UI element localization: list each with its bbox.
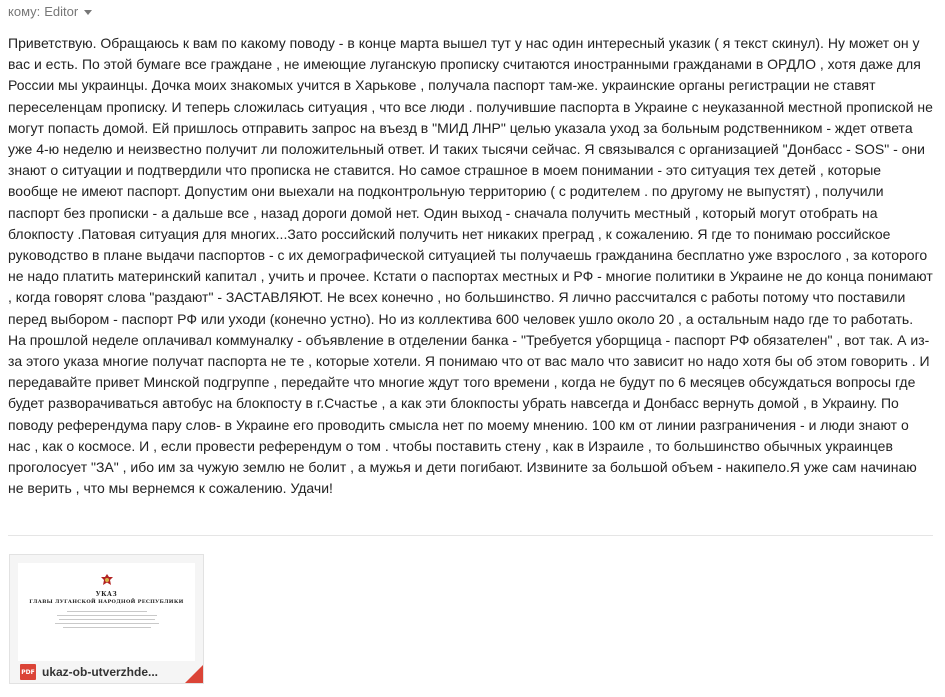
message-body: Приветствую. Обращаюсь к вам по какому поводу - в конце марта вышел тут у нас один интересный указик ( я текст скинул). Ну может он у вас и есть. По этой бумаге все граждане , не имеющие луганскую прописку считаются иностранными гражданами в ОРДЛО , хотя даже для России мы украинцы. Дочка моих знакомых учится в Харькове , получала паспорт там-же. украинские органы регистрации не ставят переселенцам прописку. И теперь сложилась ситуация , что все люди . получившие паспорта в Украине с неуказанной местной пропиской не могут попасть домой. Ей пришлось отправить запрос на въезд в "МИД ЛНР" целью указала уход за больным родственником - ждет ответа уже 4-ю неделю и неизвестно получит ли положительный ответ. И таких тысячи сейчас. Я связывался с организацией "Донбасс - SOS" - они знают о ситуации и подтвердили что прописка не ставится. Но самое страшное в моем понимании - это ситуация тех детей , которые вообще не имеют паспорт. Допустим они выехали на подконтрольную территорию ( с родителем . по другому не выпустят) , получили паспорт без прописки - а дальше все , назад дороги домой нет. Один выход - сначала получить местный , который могут отобрать на блокпосту .Патовая ситуация для многих...Зато российский получить нет никаких преград , к сожалению. Я где то понимаю российское руководство в плане выдачи паспортов - с их демографической ситуацией ты получаешь гражданина бесплатно уже взрослого , за которого не надо платить материнский капитал , учить и прочее. Кстати о паспортах местных и РФ - многие политики в Украине не до конца понимают , когда говорят слова "раздают" - ЗАСТАВЛЯЮТ. Не всех конечно , но большинство. Я лично рассчитался с работы потому что поставили перед выбором - паспорт РФ или уходи (конечно устно). Но из коллектива 600 человек ушло около 20 , а остальным надо где то работать. На прошлой неделе оплачивал коммуналку - объявление в отделении банка - "Требуется уборщица - паспорт РФ обязателен" , вот так. А из-за этого указа многие получат паспорта не те , которые хотели. Я понимаю что от вас мало что зависит но надо хотя бы об этом говорить . И передавайте привет Минской подгруппе , передайте что многие ждут того времени , когда не будут по 6 месяцев обсуждаться вопросы где будет разворачиваться автобус на блокпосту в г.Счастье , а как эти блокпосты убрать навсегда и Донбасс вернуть домой , в Украину. По поводу референдума пару слов- в Украине его проводить смысла нет по моему мнению. 100 км от линии разграничения - и люди знают о нас , как о космосе. И , если провести референдум о том . чтобы поставить стену , как в Израиле , то большинство обычных украинцев проголосует "ЗА" , ибо им за чужую землю не болит , а мужья и дети погибают. Извините за большой объем - накипело.Я уже сам начинаю не верить , что мы вернемся к сожалению. Удачи! <box>8 35 933 497</box>
coat-of-arms-icon <box>100 573 114 587</box>
divider <box>8 535 933 536</box>
recipient-name[interactable]: Editor <box>44 3 79 19</box>
preview-heading: УКАЗ <box>95 591 118 598</box>
fold-corner-icon <box>185 665 203 683</box>
chevron-down-icon[interactable] <box>84 10 92 15</box>
recipient-prefix: кому: <box>8 3 41 19</box>
attachment-card[interactable] <box>9 554 204 684</box>
pdf-icon: PDF <box>20 664 36 680</box>
preview-subheading: ГЛАВЫ ЛУГАНСКОЙ НАРОДНОЙ РЕСПУБЛИКИ <box>29 599 184 605</box>
attachment-file-name[interactable]: ukaz-ob-utverzhde... <box>42 665 159 679</box>
attachment-preview <box>18 563 195 663</box>
preview-text-lines <box>52 611 162 628</box>
recipient-row[interactable] <box>8 0 92 22</box>
attachment-footer[interactable] <box>10 661 203 683</box>
